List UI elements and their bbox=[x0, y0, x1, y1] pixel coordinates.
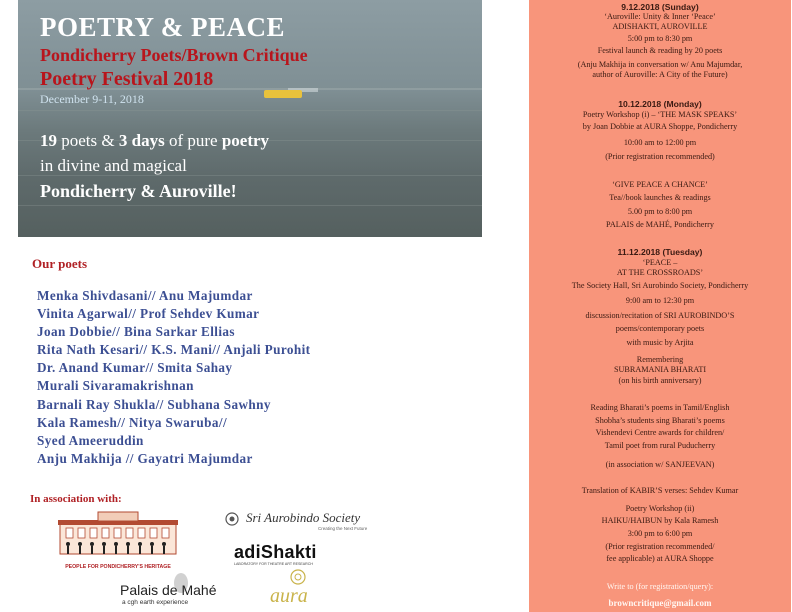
sea-wave bbox=[18, 110, 482, 111]
schedule-line: 5:00 pm to 8:30 pm bbox=[627, 34, 693, 43]
tagline-text: poets & bbox=[57, 131, 119, 150]
aura-logo bbox=[266, 568, 336, 610]
tagline-emphasis: poetry bbox=[221, 131, 270, 150]
schedule-line: PALAIS de MAHÉ, Pondicherry bbox=[606, 220, 714, 229]
list-item: Kala Ramesh// Nitya Swaruba// bbox=[37, 414, 228, 430]
schedule-line: Shobha’s students sing Bharati’s poems bbox=[595, 416, 725, 425]
schedule-day-heading: 11.12.2018 (Tuesday) bbox=[617, 247, 703, 257]
heritage-logo bbox=[58, 508, 178, 568]
schedule-line: (on his birth anniversary) bbox=[618, 376, 702, 385]
schedule-line: Translation of KABIR’S verses: Sehdev Kumar bbox=[581, 486, 739, 495]
association-heading: In association with: bbox=[30, 493, 122, 505]
schedule-line: poems/contemporary poets bbox=[615, 324, 705, 333]
schedule-line: Write to (for registration/query): bbox=[606, 582, 714, 591]
palais-name: Palais de Mahé bbox=[120, 582, 217, 598]
festival-name: Poetry Festival 2018 bbox=[40, 68, 214, 90]
list-item: Menka Shivdasani// Anu Majumdar bbox=[37, 288, 253, 303]
schedule-line: The Society Hall, Sri Aurobindo Society, Pondicherry bbox=[571, 281, 749, 290]
schedule-panel bbox=[529, 0, 791, 612]
sas-name: Sri Aurobindo Society bbox=[246, 510, 361, 525]
schedule-line: Poetry Workshop (ii) bbox=[625, 504, 695, 513]
list-item: Joan Dobbie// Bina Sarkar Ellias bbox=[37, 324, 235, 340]
schedule-line: 5.00 pm to 8:00 pm bbox=[627, 207, 693, 216]
schedule-line: HAIKU/HAIBUN by Kala Ramesh bbox=[601, 516, 719, 525]
schedule-line: Vishendevi Centre awards for children/ bbox=[595, 428, 725, 437]
schedule-line: Tea//book launches & readings bbox=[609, 193, 711, 202]
schedule-line: Tamil poet from rural Puducherry bbox=[604, 441, 716, 450]
palais-de-mahe-logo bbox=[120, 574, 235, 608]
list-item: Vinita Agarwal// Prof Sehdev Kumar bbox=[37, 306, 260, 322]
heritage-logo-text: PEOPLE FOR PONDICHERRY'S HERITAGE bbox=[65, 564, 171, 570]
schedule-line: ‘Auroville: Unity & Inner ‘Peace’ bbox=[604, 12, 716, 21]
schedule-line: 9:00 am to 12:30 pm bbox=[625, 296, 695, 305]
schedule-line: fee applicable) at AURA Shoppe bbox=[606, 554, 714, 563]
schedule-line: ‘PEACE – bbox=[642, 258, 678, 267]
schedule-line: author of Auroville: A City of the Future) bbox=[592, 70, 728, 79]
schedule-line: (in association w/ SANJEEVAN) bbox=[605, 460, 715, 469]
festival-dates: December 9-11, 2018 bbox=[40, 92, 144, 106]
hero-banner bbox=[18, 0, 482, 237]
poets-list bbox=[37, 287, 310, 468]
tagline-line-1 bbox=[40, 131, 269, 151]
schedule-day-heading: 9.12.2018 (Sunday) bbox=[621, 2, 699, 12]
schedule-line: ‘GIVE PEACE A CHANCE’ bbox=[612, 180, 708, 189]
schedule-line: (Prior registration recommended/ bbox=[605, 542, 715, 551]
list-item: Dr. Anand Kumar// Smita Sahay bbox=[37, 360, 233, 376]
schedule-line: Reading Bharati’s poems in Tamil/English bbox=[590, 403, 730, 412]
schedule-line: Poetry Workshop (i) – ‘THE MASK SPEAKS’ bbox=[582, 110, 738, 119]
schedule-line: Festival launch & reading by 20 poets bbox=[597, 46, 723, 55]
schedule-line: 10:00 am to 12:00 pm bbox=[623, 138, 697, 147]
schedule-line: AT THE CROSSROADS’ bbox=[616, 268, 704, 277]
schedule-line: discussion/recitation of SRI AUROBINDO’S bbox=[585, 311, 735, 320]
adishakti-name: adiShakti bbox=[234, 542, 317, 562]
tagline-text: of pure bbox=[164, 131, 222, 150]
schedule-line: by Joan Dobbie at AURA Shoppe, Pondicherry bbox=[582, 122, 738, 131]
festival-title: POETRY & PEACE bbox=[40, 12, 286, 42]
schedule-line: 3:00 pm to 6:00 pm bbox=[627, 529, 693, 538]
contact-email[interactable]: browncritique@gmail.com bbox=[608, 598, 712, 608]
palais-tagline: a cgh earth experience bbox=[122, 599, 189, 606]
poet-count: 19 bbox=[40, 131, 57, 150]
day-count: 3 days bbox=[118, 131, 165, 150]
sas-emblem-icon bbox=[222, 512, 242, 526]
schedule-line: SUBRAMANIA BHARATI bbox=[613, 365, 707, 374]
tagline-line-3: Pondicherry & Auroville! bbox=[40, 181, 237, 201]
aura-emblem-icon bbox=[288, 568, 308, 586]
list-item: Syed Ameeruddin bbox=[37, 432, 144, 448]
sri-aurobindo-society-logo bbox=[222, 511, 392, 535]
poets-heading: Our poets bbox=[32, 256, 88, 271]
schedule-line: ADISHAKTI, AUROVILLE bbox=[612, 22, 708, 31]
schedule-line: (Prior registration recommended) bbox=[605, 152, 715, 161]
festival-organizer: Pondicherry Poets/Brown Critique bbox=[40, 45, 308, 65]
list-item: Murali Sivaramakrishnan bbox=[37, 378, 194, 394]
schedule-line: with music by Arjita bbox=[626, 338, 694, 347]
schedule-line: Remembering bbox=[636, 355, 684, 364]
list-item: Barnali Ray Shukla// Subhana Sawhny bbox=[37, 396, 271, 412]
boat-icon bbox=[264, 90, 302, 98]
sea-wave bbox=[18, 205, 482, 206]
list-item: Rita Nath Kesari// K.S. Mani// Anjali Purohit bbox=[37, 342, 311, 358]
adishakti-tagline: LABORATORY FOR THEATRE ART RESEARCH bbox=[234, 562, 313, 566]
schedule-line: (Anju Makhija in conversation w/ Anu Majumdar, bbox=[577, 60, 743, 69]
schedule-day-heading: 10.12.2018 (Monday) bbox=[618, 99, 702, 109]
tagline-line-2: in divine and magical bbox=[40, 156, 187, 175]
heritage-building-icon bbox=[58, 508, 178, 558]
adishakti-logo bbox=[234, 542, 334, 568]
aura-name: aura bbox=[270, 585, 308, 607]
list-item: Anju Makhija // Gayatri Majumdar bbox=[37, 450, 253, 466]
sas-tagline: Creating the Next Future bbox=[318, 526, 368, 531]
